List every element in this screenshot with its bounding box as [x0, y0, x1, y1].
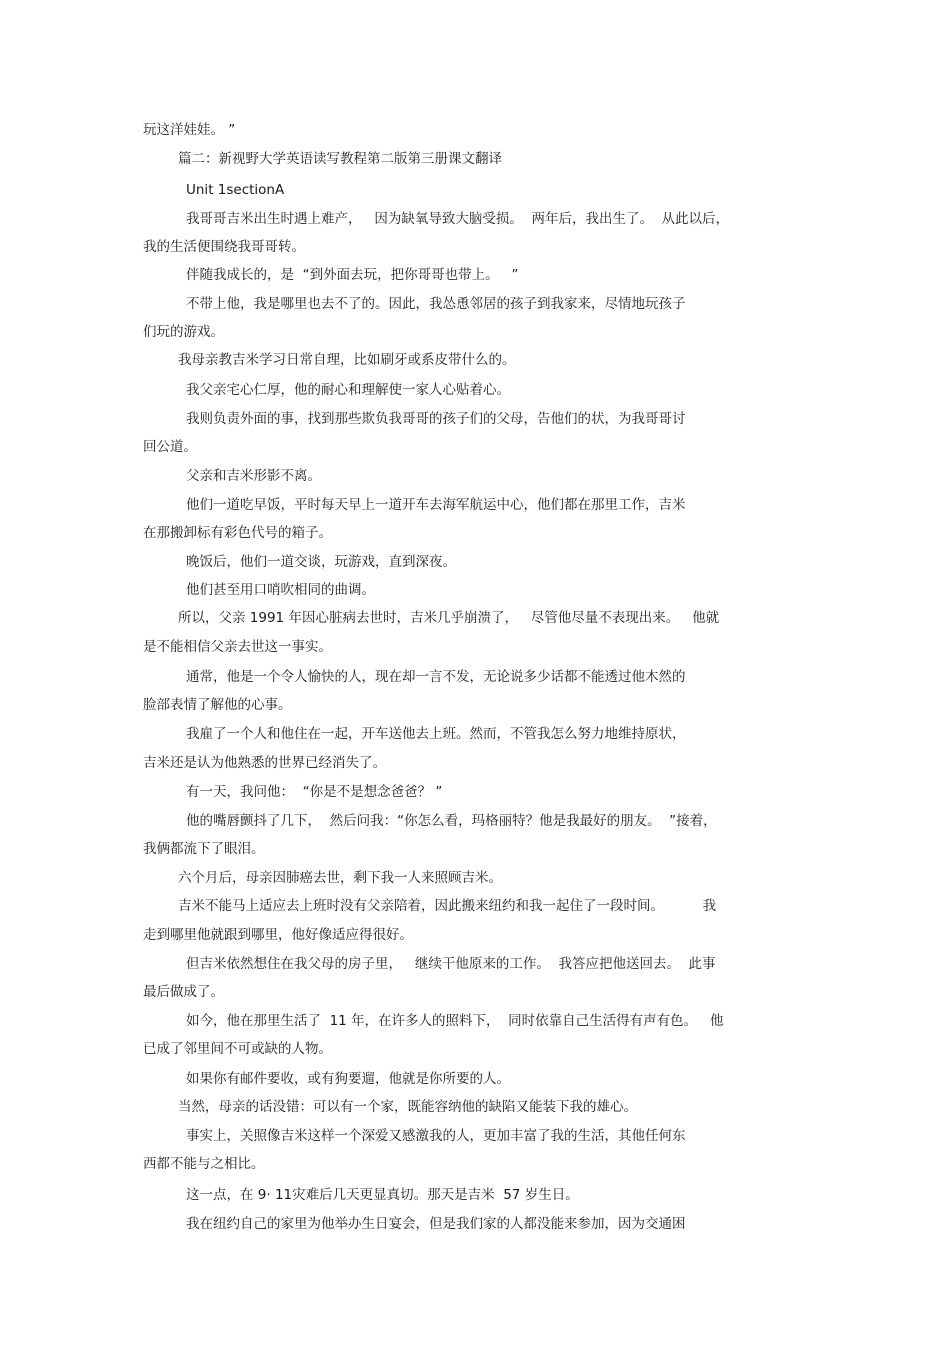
- text-line: 脸部表情了解他的心事。: [143, 697, 292, 713]
- text-line: 我母亲教吉米学习日常自理，比如刷牙或系皮带什么的。: [178, 352, 516, 368]
- text-line: 是不能相信父亲去世这一事实。: [143, 639, 332, 655]
- text-line: 西都不能与之相比。: [143, 1156, 265, 1172]
- text-line: 六个月后，母亲因肺癌去世，剩下我一人来照顾吉米。: [178, 870, 502, 886]
- text-line: 有一天，我问他： “你是不是想念爸爸？ ”: [186, 784, 443, 800]
- text-line: 回公道。: [143, 439, 197, 455]
- text-line: 最后做成了。: [143, 984, 224, 1000]
- text-line: 吉米不能马上适应去上班时没有父亲陪着，因此搬来纽约和我一起住了一段时间。 我: [178, 898, 717, 914]
- text-line: 玩这洋娃娃。 ”: [143, 122, 236, 138]
- text-line: 我的生活便围绕我哥哥转。: [143, 239, 305, 255]
- text-line: 我在纽约自己的家里为他举办生日宴会，但是我们家的人都没能来参加，因为交通困: [186, 1216, 686, 1232]
- text-line: 伴随我成长的，是 “到外面去玩，把你哥哥也带上。 ”: [186, 267, 519, 283]
- text-line: 走到哪里他就跟到哪里，他好像适应得很好。: [143, 927, 413, 943]
- text-line: 我雇了一个人和他住在一起，开车送他去上班。然而，不管我怎么努力地维持原状，: [186, 726, 686, 742]
- text-line: 我父亲宅心仁厚，他的耐心和理解使一家人心贴着心。: [186, 382, 510, 398]
- text-line: 我则负责外面的事，找到那些欺负我哥哥的孩子们的父母，告他们的状，为我哥哥讨: [186, 411, 686, 427]
- text-line: 我俩都流下了眼泪。: [143, 841, 265, 857]
- text-line: 这一点，在 9· 11灾难后几天更显真切。那天是吉米 57 岁生日。: [186, 1187, 579, 1203]
- text-line: 但吉米依然想住在我父母的房子里， 继续干他原来的工作。 我答应把他送回去。 此事: [186, 956, 716, 972]
- text-line: 他们一道吃早饭，平时每天早上一道开车去海军航运中心，他们都在那里工作，吉米: [186, 497, 686, 513]
- text-line: 已成了邻里间不可或缺的人物。: [143, 1041, 332, 1057]
- text-line: 在那搬卸标有彩色代号的箱子。: [143, 525, 332, 541]
- text-line: 晚饭后，他们一道交谈，玩游戏，直到深夜。: [186, 554, 456, 570]
- section-heading: 篇二：新视野大学英语读写教程第二版第三册课文翻译: [178, 151, 502, 167]
- text-line: 我哥哥吉米出生时遇上难产， 因为缺氧导致大脑受损。 两年后，我出生了。 从此以后，: [186, 211, 730, 227]
- text-line: 们玩的游戏。: [143, 324, 224, 340]
- text-line: 不带上他，我是哪里也去不了的。因此，我怂恿邻居的孩子到我家来，尽情地玩孩子: [186, 296, 686, 312]
- text-line: 事实上，关照像吉米这样一个深爱又感激我的人，更加丰富了我的生活，其他任何东: [186, 1128, 686, 1144]
- unit-heading: Unit 1sectionA: [186, 182, 285, 198]
- text-line: 他们甚至用口哨吹相同的曲调。: [186, 582, 375, 598]
- text-line: 吉米还是认为他熟悉的世界已经消失了。: [143, 755, 386, 771]
- text-line: 如果你有邮件要收，或有狗要遛，他就是你所要的人。: [186, 1071, 510, 1087]
- text-line: 通常，他是一个令人愉快的人，现在却一言不发，无论说多少话都不能透过他木然的: [186, 669, 686, 685]
- text-line: 所以，父亲 1991 年因心脏病去世时，吉米几乎崩溃了， 尽管他尽量不表现出来。 他就: [178, 610, 720, 626]
- text-line: 父亲和吉米形影不离。: [186, 468, 321, 484]
- text-line: 如今，他在那里生活了 11 年，在许多人的照料下， 同时依靠自己生活得有声有色。 他: [186, 1013, 724, 1029]
- text-line: 他的嘴唇颤抖了几下， 然后问我：“你怎么看，玛格丽特？他是我最好的朋友。 ”接着，: [186, 813, 717, 829]
- text-line: 当然，母亲的话没错：可以有一个家，既能容纳他的缺陷又能装下我的雄心。: [178, 1099, 637, 1115]
